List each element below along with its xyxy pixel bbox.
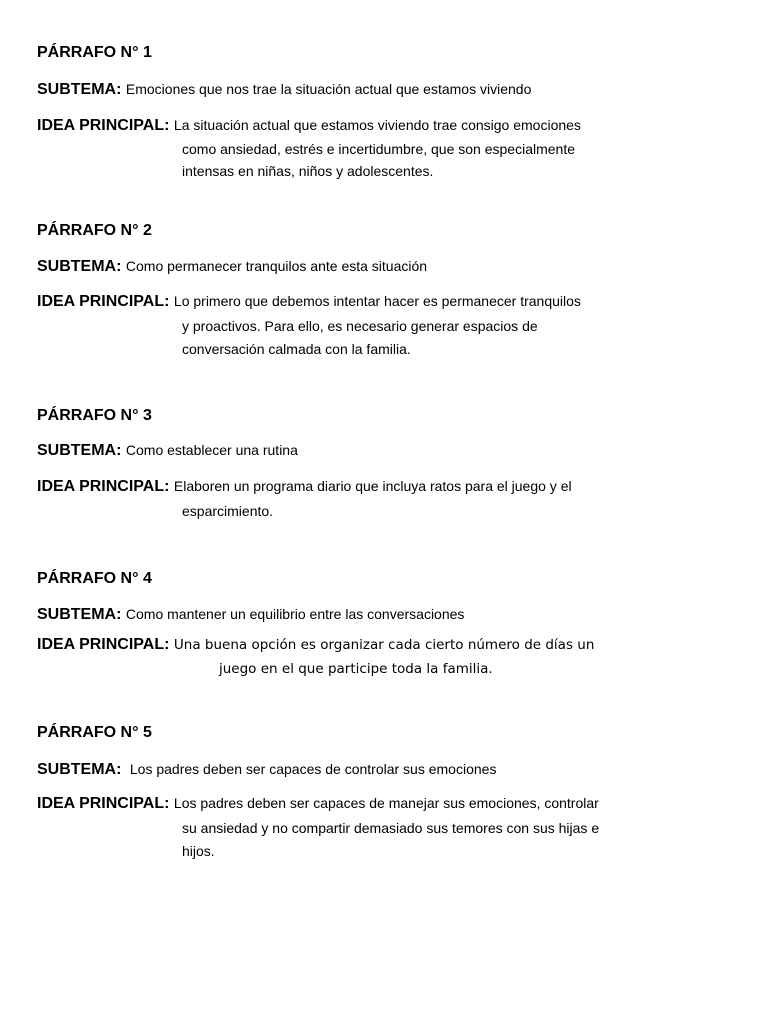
idea-principal-line-1: Lo primero que debemos intentar hacer es permanecer tranquilos [173,293,581,309]
subtema-text: Emociones que nos trae la situación actual que estamos viviendo [125,81,532,97]
subtema-label: SUBTEMA: [37,761,122,778]
idea-principal-line-1: Una buena opción es organizar cada cierto número de días un [173,637,595,653]
idea-principal-line-3: hijos. [182,843,215,859]
paragraph-4-heading: PÁRRAFO N° 4 [37,570,152,587]
idea-principal-label: IDEA PRINCIPAL: [37,293,170,310]
subtema-label: SUBTEMA: [37,606,122,623]
idea-principal-line-2: su ansiedad y no compartir demasiado sus temores con sus hijas e [182,820,600,836]
subtema-text: Como permanecer tranquilos ante esta situación [125,258,428,274]
paragraph-3-subtema [37,442,298,460]
subtema-text: Como mantener un equilibrio entre las conversaciones [125,606,465,622]
subtema-text: Como establecer una rutina [125,442,298,458]
idea-principal-line-1: La situación actual que estamos viviendo trae consigo emociones [173,117,581,133]
idea-principal-label: IDEA PRINCIPAL: [37,795,170,812]
idea-principal-line-2: y proactivos. Para ello, es necesario generar espacios de [182,318,538,334]
idea-principal-line-2: esparcimiento. [182,503,274,519]
paragraph-1-idea [37,117,581,135]
paragraph-5-heading: PÁRRAFO N° 5 [37,724,152,741]
paragraph-5-idea [37,795,599,813]
idea-principal-line-3: conversación calmada con la familia. [182,341,411,357]
subtema-label: SUBTEMA: [37,81,122,98]
paragraph-4-subtema [37,606,464,624]
paragraph-1-heading: PÁRRAFO N° 1 [37,44,152,61]
idea-principal-label: IDEA PRINCIPAL: [37,636,170,653]
idea-principal-line-2: como ansiedad, estrés e incertidumbre, que son especialmente [182,141,575,157]
paragraph-2-idea [37,293,581,311]
idea-principal-label: IDEA PRINCIPAL: [37,478,170,495]
paragraph-2-heading: PÁRRAFO N° 2 [37,222,152,239]
paragraph-3-heading: PÁRRAFO N° 3 [37,407,152,424]
paragraph-5-subtema [37,761,496,779]
idea-principal-line-2: juego en el que participe toda la familia. [219,661,493,677]
paragraph-4-idea [37,636,594,654]
idea-principal-label: IDEA PRINCIPAL: [37,117,170,134]
paragraph-1-subtema [37,81,531,99]
idea-principal-line-1: Los padres deben ser capaces de manejar sus emociones, controlar [173,795,599,811]
subtema-label: SUBTEMA: [37,442,122,459]
idea-principal-line-3: intensas en niñas, niños y adolescentes. [182,163,434,179]
subtema-text: Los padres deben ser capaces de controlar sus emociones [129,761,497,777]
paragraph-3-idea [37,478,572,496]
subtema-label: SUBTEMA: [37,258,122,275]
paragraph-2-subtema [37,258,427,276]
idea-principal-line-1: Elaboren un programa diario que incluya ratos para el juego y el [173,478,572,494]
